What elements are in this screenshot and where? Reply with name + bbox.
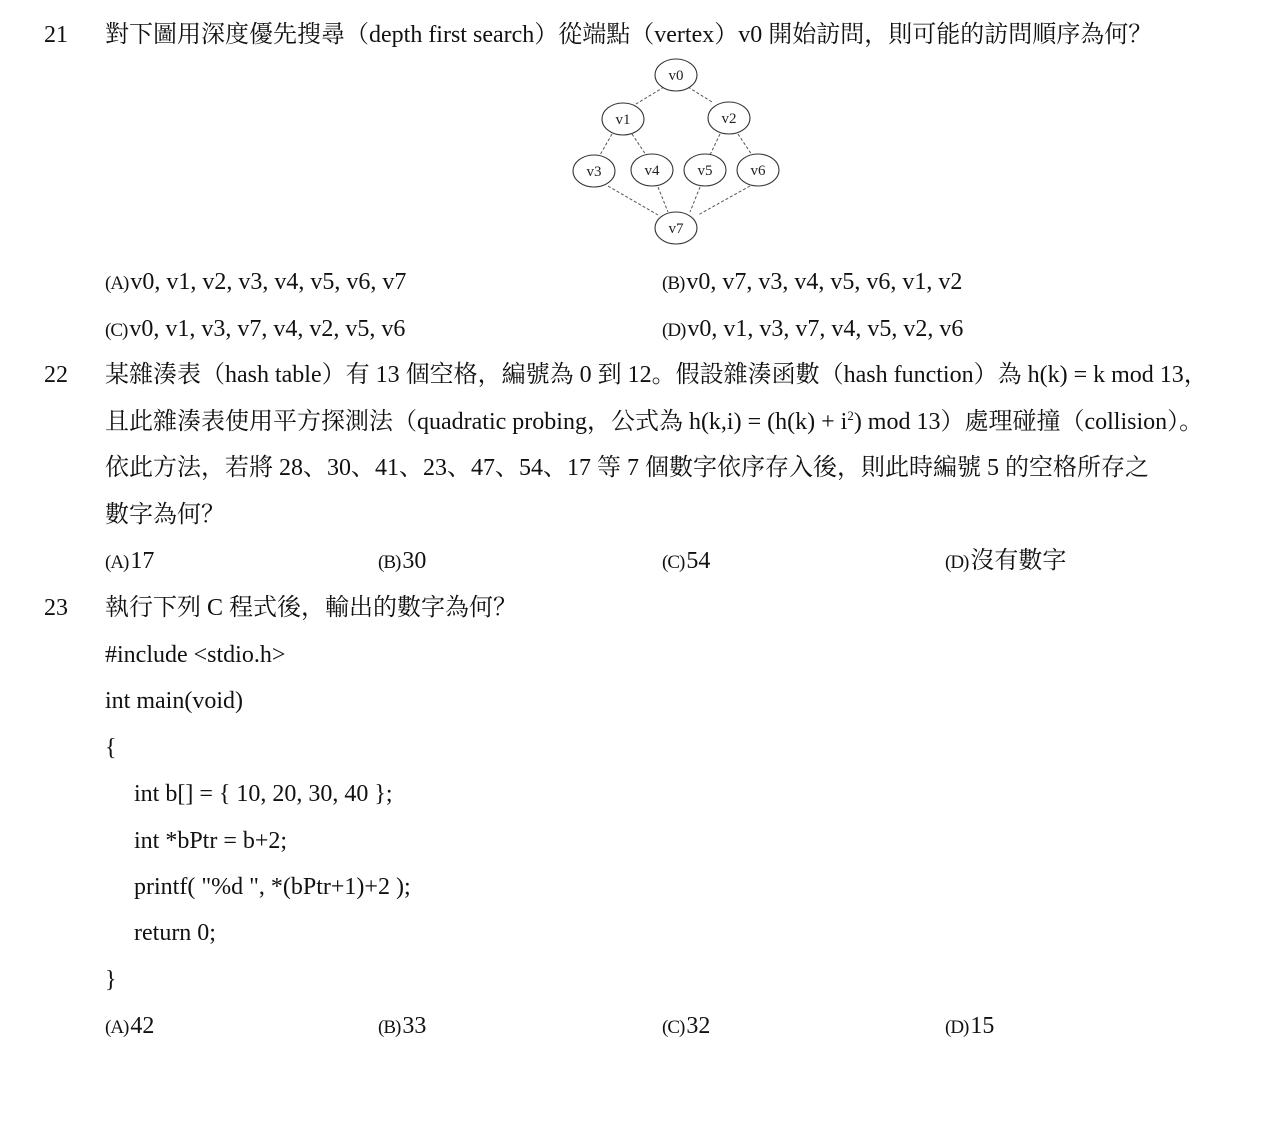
option-label: (D)	[945, 1017, 969, 1038]
node-label-v6: v6	[750, 163, 766, 179]
node-label-v7: v7	[668, 221, 684, 237]
code-line-7: return 0;	[134, 920, 216, 946]
edge-v4-v7	[658, 187, 668, 212]
option-text: v0, v7, v3, v4, v5, v6, v1, v2	[686, 269, 963, 295]
edge-v6-v7	[698, 186, 750, 215]
option-text: 30	[402, 548, 427, 574]
code-line-8: }	[105, 967, 117, 993]
edge-v2-v5	[710, 134, 720, 155]
q21-option-b[interactable]	[662, 267, 962, 299]
edge-v1-v3	[600, 134, 612, 155]
q22-option-b[interactable]	[378, 546, 426, 578]
edge-v3-v7	[608, 186, 658, 215]
option-label: (C)	[105, 320, 128, 341]
question-number-21: 21	[44, 22, 68, 48]
node-label-v0: v0	[668, 68, 684, 84]
dfs-graph-diagram	[560, 52, 790, 248]
option-label: (C)	[662, 552, 685, 573]
q23-option-c[interactable]	[662, 1011, 710, 1043]
code-line-5: int *bPtr = b+2;	[134, 828, 288, 854]
superscript-2: 2	[847, 408, 854, 423]
line-2-part-a: 且此雜湊表使用平方探測法（quadratic probing，公式為 h(k,i) = (h(k) + i	[105, 409, 848, 435]
node-label-v3: v3	[586, 164, 602, 180]
question-21-stem: 對下圖用深度優先搜尋（depth first search）從端點（vertex）v0 開始訪問，則可能的訪問順序為何？	[105, 22, 1153, 48]
option-text: v0, v1, v3, v7, v4, v5, v2, v6	[687, 316, 964, 342]
edge-v1-v4	[632, 134, 646, 155]
question-22-line-4: 數字為何？	[105, 502, 225, 528]
edge-v0-v1	[636, 87, 664, 104]
question-number-22: 22	[44, 362, 68, 388]
option-label: (A)	[105, 552, 129, 573]
option-label: (A)	[105, 1017, 129, 1038]
question-22-line-2	[105, 407, 1203, 437]
q23-option-a[interactable]	[105, 1011, 154, 1043]
edge-v5-v7	[690, 187, 700, 212]
option-label: (D)	[662, 320, 686, 341]
q21-option-c[interactable]	[105, 314, 405, 346]
q22-option-d[interactable]	[945, 546, 1066, 578]
option-text: 33	[402, 1013, 427, 1039]
code-line-1: #include <stdio.h>	[105, 642, 286, 668]
option-text: 42	[130, 1013, 155, 1039]
option-label: (B)	[378, 1017, 401, 1038]
code-line-3: {	[105, 735, 117, 761]
edge-v2-v6	[738, 134, 752, 155]
question-22-line-3: 依此方法，若將 28、30、41、23、47、54、17 等 7 個數字依序存入後，則此時編號 5 的空格所存之	[105, 455, 1149, 481]
option-text: 32	[686, 1013, 711, 1039]
code-line-4: int b[] = { 10, 20, 30, 40 };	[134, 781, 393, 807]
option-text: 54	[686, 548, 711, 574]
option-text: v0, v1, v3, v7, v4, v2, v5, v6	[129, 316, 406, 342]
edge-v0-v2	[688, 87, 712, 102]
option-text: 沒有數字	[970, 548, 1067, 574]
q22-option-a[interactable]	[105, 546, 154, 578]
question-22-line-1: 某雜湊表（hash table）有 13 個空格，編號為 0 到 12。假設雜湊函數（hash function）為 h(k) = k mod 13，	[105, 362, 1208, 388]
line-2-part-b: ) mod 13）處理碰撞（collision）。	[853, 409, 1204, 435]
node-label-v1: v1	[615, 112, 631, 128]
option-label: (D)	[945, 552, 969, 573]
q21-option-d[interactable]	[662, 314, 963, 346]
code-line-6: printf( "%d ", *(bPtr+1)+2 );	[134, 874, 411, 900]
q22-option-c[interactable]	[662, 546, 710, 578]
option-label: (B)	[378, 552, 401, 573]
node-label-v5: v5	[697, 163, 713, 179]
question-23-stem: 執行下列 C 程式後，輸出的數字為何？	[105, 595, 518, 621]
q21-option-a[interactable]	[105, 267, 406, 299]
option-label: (A)	[105, 273, 129, 294]
option-label: (B)	[662, 273, 685, 294]
option-text: 17	[130, 548, 155, 574]
option-text: 15	[970, 1013, 995, 1039]
question-number-23: 23	[44, 595, 68, 621]
node-label-v2: v2	[721, 111, 737, 127]
code-line-2: int main(void)	[105, 688, 243, 714]
option-label: (C)	[662, 1017, 685, 1038]
option-text: v0, v1, v2, v3, v4, v5, v6, v7	[130, 269, 407, 295]
q23-option-b[interactable]	[378, 1011, 426, 1043]
q23-option-d[interactable]	[945, 1011, 994, 1043]
node-label-v4: v4	[644, 163, 660, 179]
